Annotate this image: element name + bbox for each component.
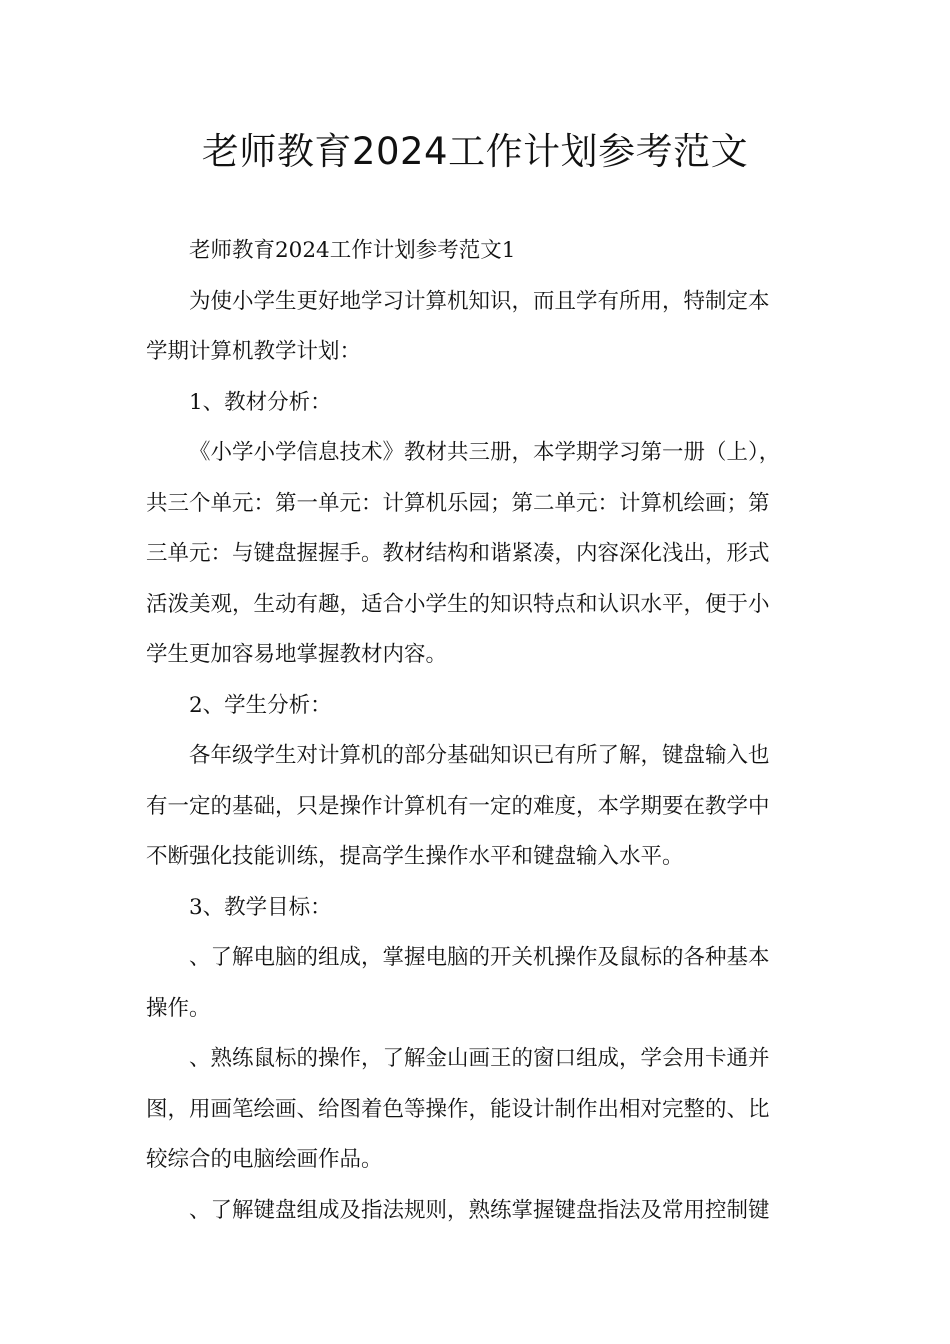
text-line: 共三个单元：第一单元：计算机乐园；第二单元：计算机绘画；第 <box>146 490 770 516</box>
text-line: 2、学生分析： <box>189 692 332 718</box>
text-line: 有一定的基础，只是操作计算机有一定的难度，本学期要在教学中 <box>146 793 770 819</box>
document-title: 老师教育2024工作计划参考范文 <box>201 130 749 173</box>
text-line: 三单元：与键盘握握手。教材结构和谐紧凑，内容深化浅出，形式 <box>146 541 770 566</box>
text-line: 活泼美观，生动有趣，适合小学生的知识特点和认识水平，便于小 <box>146 591 770 617</box>
text-line: 操作。 <box>146 995 211 1021</box>
text-line: 、熟练鼠标的操作，了解金山画王的窗口组成，学会用卡通并 <box>189 1046 770 1071</box>
text-line: 各年级学生对计算机的部分基础知识已有所了解，键盘输入也 <box>189 743 770 768</box>
text-line: 、了解键盘组成及指法规则，熟练掌握键盘指法及常用控制键 <box>189 1197 770 1223</box>
text-line: 学生更加容易地掌握教材内容。 <box>146 642 448 667</box>
document-body <box>146 226 808 1236</box>
text-line: 学期计算机教学计划： <box>146 339 362 364</box>
text-line: 为使小学生更好地学习计算机知识，而且学有所用，特制定本 <box>189 288 770 314</box>
text-line: 图，用画笔绘画、给图着色等操作，能设计制作出相对完整的、比 <box>146 1096 770 1122</box>
text-line: 《小学小学信息技术》教材共三册，本学期学习第一册（上）， <box>189 440 781 465</box>
text-line: 老师教育2024工作计划参考范文1 <box>189 238 516 263</box>
text-line: 不断强化技能训练，提高学生操作水平和键盘输入水平。 <box>146 844 684 869</box>
text-line: 3、教学目标： <box>189 894 332 920</box>
text-line: 1、教材分析： <box>189 389 332 415</box>
text-line: 、了解电脑的组成，掌握电脑的开关机操作及鼠标的各种基本 <box>189 945 770 970</box>
text-line: 较综合的电脑绘画作品。 <box>146 1147 383 1172</box>
